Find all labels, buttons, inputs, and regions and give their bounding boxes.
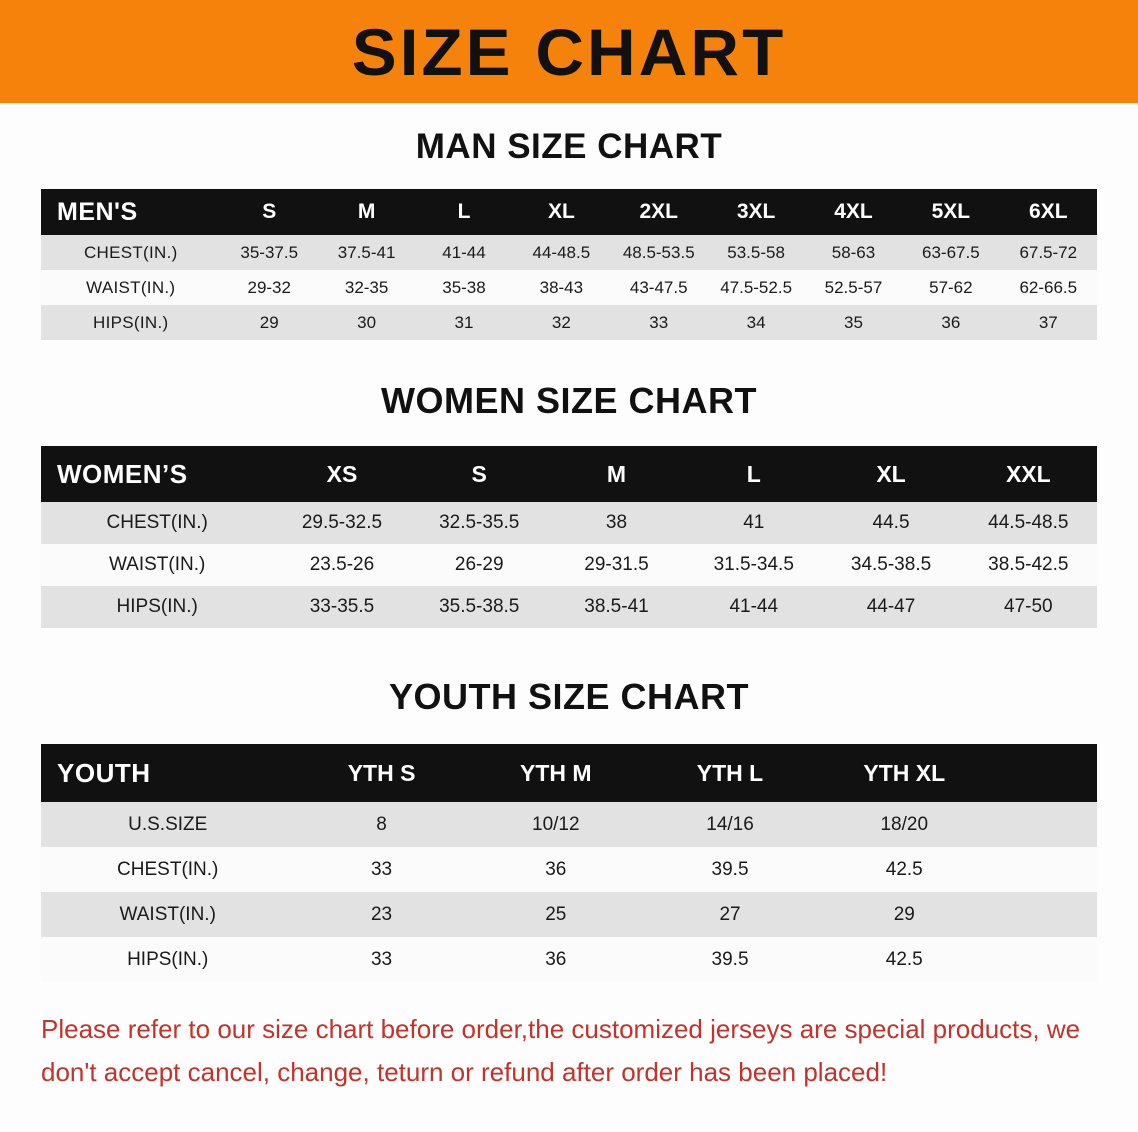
youth-section-title: YOUTH SIZE CHART [388,676,749,717]
table-row [41,892,1097,937]
page-title: SIZE CHART [351,14,787,89]
column-header-3: YTH XL [817,744,991,802]
column-header-3: XL [513,189,610,235]
cell: 37.5-41 [318,235,415,270]
cell: 33 [294,937,468,982]
cell: 32-35 [318,270,415,305]
cell: 23.5-26 [273,544,410,586]
table-row [41,847,1097,892]
banner [0,0,1138,103]
cell: 10/12 [469,802,643,847]
youth-table-head [41,744,1097,802]
cell: 29-32 [221,270,318,305]
table-corner-label: WOMEN’S [41,446,273,502]
table-row [41,502,1097,544]
column-header-0: XS [273,446,410,502]
cell: 39.5 [643,937,817,982]
column-header-1: M [318,189,415,235]
cell: 33 [294,847,468,892]
table-row [41,270,1097,305]
cell: 18/20 [817,802,991,847]
column-header-0: YTH S [294,744,468,802]
cell: 44.5-48.5 [960,502,1097,544]
cell: 34.5-38.5 [822,544,959,586]
table-row [41,544,1097,586]
cell: 14/16 [643,802,817,847]
table-row [41,235,1097,270]
youth-size-table [41,744,1097,982]
cell: 44-47 [822,586,959,628]
row-header: HIPS(IN.) [41,586,273,628]
cell: 48.5-53.5 [610,235,707,270]
cell: 57-62 [902,270,999,305]
cell: 36 [469,847,643,892]
women-size-table [41,446,1097,628]
cell: 35 [805,305,902,340]
column-header-0: S [221,189,318,235]
cell: 29 [221,305,318,340]
youth-table-body [41,802,1097,982]
table-row [41,446,1097,502]
cell: 38.5-41 [548,586,685,628]
cell: 41-44 [685,586,822,628]
cell: 44.5 [822,502,959,544]
cell: 38-43 [513,270,610,305]
column-header-4: XL [822,446,959,502]
cell: 8 [294,802,468,847]
cell: 29 [817,892,991,937]
column-header-2: L [415,189,512,235]
cell: 35.5-38.5 [411,586,548,628]
cell: 52.5-57 [805,270,902,305]
cell: 36 [469,937,643,982]
cell: 53.5-58 [707,235,804,270]
cell: 27 [643,892,817,937]
cell: 35-38 [415,270,512,305]
cell: 23 [294,892,468,937]
women-section-title: WOMEN SIZE CHART [381,380,757,421]
column-header-5: XXL [960,446,1097,502]
row-header: CHEST(IN.) [41,235,221,270]
column-header-6: 4XL [805,189,902,235]
cell: 44-48.5 [513,235,610,270]
column-header-7: 5XL [902,189,999,235]
column-header-5: 3XL [707,189,804,235]
cell: 43-47.5 [610,270,707,305]
cell: 29.5-32.5 [273,502,410,544]
cell: 32.5-35.5 [411,502,548,544]
cell: 42.5 [817,937,991,982]
cell: 58-63 [805,235,902,270]
row-header: WAIST(IN.) [41,270,221,305]
cell: 47-50 [960,586,1097,628]
cell: 41 [685,502,822,544]
cell: 33 [610,305,707,340]
cell: 26-29 [411,544,548,586]
cell: 34 [707,305,804,340]
column-header-2: M [548,446,685,502]
cell: 25 [469,892,643,937]
column-header-1: YTH M [469,744,643,802]
cell: 38.5-42.5 [960,544,1097,586]
cell: 42.5 [817,847,991,892]
row-header: U.S.SIZE [41,802,294,847]
table-corner-label: MEN'S [41,189,221,235]
cell: 31.5-34.5 [685,544,822,586]
cell: 47.5-52.5 [707,270,804,305]
man-table-wrap [41,189,1097,340]
cell: 36 [902,305,999,340]
cell: 39.5 [643,847,817,892]
row-header: WAIST(IN.) [41,544,273,586]
cell-spacer [991,847,1097,892]
man-table-body [41,235,1097,340]
row-header: HIPS(IN.) [41,937,294,982]
table-row [41,802,1097,847]
table-row [41,744,1097,802]
column-header-8: 6XL [1000,189,1097,235]
man-section-title: MAN SIZE CHART [415,127,723,166]
column-header-2: YTH L [643,744,817,802]
cell: 30 [318,305,415,340]
table-row [41,189,1097,235]
row-header: CHEST(IN.) [41,502,273,544]
cell: 35-37.5 [221,235,318,270]
cell-spacer [991,802,1097,847]
table-row [41,937,1097,982]
man-table-head [41,189,1097,235]
column-header-4: 2XL [610,189,707,235]
youth-table-wrap [41,744,1097,982]
column-header-spacer [991,744,1097,802]
cell: 37 [1000,305,1097,340]
table-row [41,305,1097,340]
cell: 33-35.5 [273,586,410,628]
cell: 29-31.5 [548,544,685,586]
cell: 63-67.5 [902,235,999,270]
cell: 32 [513,305,610,340]
women-table-body [41,502,1097,628]
table-corner-label: YOUTH [41,744,294,802]
cell: 38 [548,502,685,544]
cell: 62-66.5 [1000,270,1097,305]
row-header: WAIST(IN.) [41,892,294,937]
cell-spacer [991,892,1097,937]
table-row [41,586,1097,628]
women-table-wrap [41,446,1097,628]
row-header: HIPS(IN.) [41,305,221,340]
order-policy-note: Please refer to our size chart before order,the customized jerseys are special products, we don't accept cancel, change, teturn or refund after order has been placed! [41,1014,1081,1087]
cell-spacer [991,937,1097,982]
man-size-table [41,189,1097,340]
cell: 41-44 [415,235,512,270]
row-header: CHEST(IN.) [41,847,294,892]
column-header-1: S [411,446,548,502]
column-header-3: L [685,446,822,502]
cell: 31 [415,305,512,340]
cell: 67.5-72 [1000,235,1097,270]
women-table-head [41,446,1097,502]
